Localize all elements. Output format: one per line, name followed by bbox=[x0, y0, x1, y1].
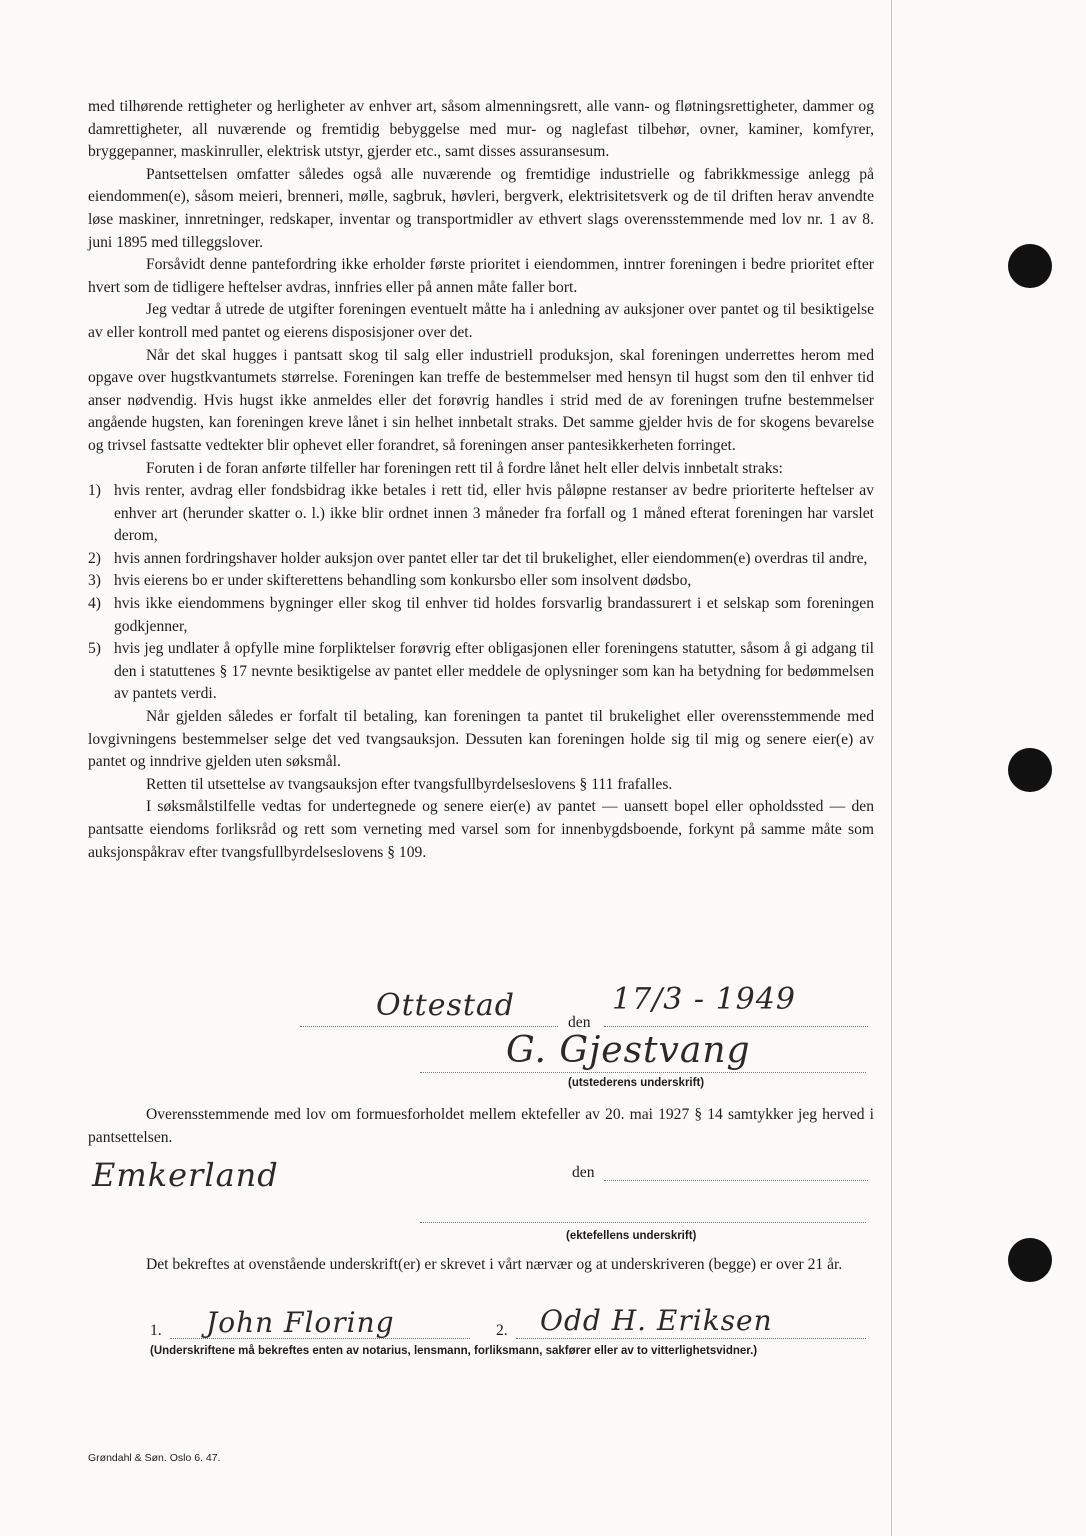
list-number: 2) bbox=[88, 549, 101, 567]
witness-number: 2. bbox=[496, 1322, 508, 1339]
witness-text: Det bekreftes at ovenstående underskrift(er) er skrevet i vårt nærvær og at underskriveren (begge) er over 21 år. bbox=[146, 1256, 843, 1273]
dotted-line bbox=[300, 1026, 558, 1027]
paragraph: Retten til utsettelse av tvangsauksjon efter tvangsfullbyrdelseslovens § 111 frafalles. bbox=[146, 775, 673, 793]
dotted-line bbox=[420, 1222, 866, 1223]
list-number: 5) bbox=[88, 640, 101, 658]
list-text: hvis jeg undlater å opfylle mine forpliktelser forøvrig efter obligasjonen eller foreningens statutter, såsom å gi adgang til den i statuttenes § 17 nevnte besiktigelse av pantet eller meddele de oplysninger som kan ha betydning for bedømmelsen av pantets verdi. bbox=[114, 640, 874, 703]
witness-note: (Underskriftene må bekreftes enten av notarius, lensmann, forliksmann, sakfører eller av to vitterlighetsvidner.) bbox=[150, 1345, 758, 1357]
paragraph: Når gjelden således er forfalt til betaling, kan foreningen ta pantet til brukelighet eller overensstemmende med lovgivningens bestemmelser selge det ved tvangsauksjon. Dessuten kan foreningen holde sig til mig og senere eier(e) av pantet og inndrive gjelden uten søksmål. bbox=[88, 708, 874, 771]
paragraph: Pantsettelsen omfatter således også alle nuværende og fremtidige industrielle og fabrikkmessige anlegg på eiendommen(e), såsom meieri, brenneri, mølle, sagbruk, høvleri, bergverk, elektrisitetsverk og de til driften herav anvendte løse maskiner, innretninger, redskaper, inventar og transportmidler av ethvert slags overensstemmende med lov nr. 1 av 8. juni 1895 med tilleggslover. bbox=[88, 165, 874, 251]
handwritten-signature: G. Gjestvang bbox=[506, 1030, 751, 1071]
list-item bbox=[88, 548, 874, 571]
list-text: hvis renter, avdrag eller fondsbidrag ikke betales i rett tid, eller hvis påløpne restanser av bedre prioriterte heftelser av enhver art (herunder skatter o. l.) ikke blir ordnet innen 3 måneder fra forfall og 1 måned efterat foreningen har varslet derom, bbox=[114, 482, 874, 545]
binder-hole bbox=[1008, 748, 1052, 792]
list-number: 3) bbox=[88, 572, 101, 590]
list-text: hvis annen fordringshaver holder auksjon over pantet eller tar det til brukelighet, eller eiendommen(e) overdras til andre, bbox=[114, 549, 868, 567]
binder-hole bbox=[1008, 1238, 1052, 1282]
witness-signature: Odd H. Eriksen bbox=[540, 1304, 773, 1337]
printer-imprint: Grøndahl & Søn. Oslo 6. 47. bbox=[88, 1452, 221, 1464]
list-item bbox=[88, 570, 874, 593]
list-item bbox=[88, 638, 874, 706]
signature-caption: (ektefellens underskrift) bbox=[566, 1230, 697, 1242]
den-label: den bbox=[572, 1164, 595, 1181]
signature-caption: (utstederens underskrift) bbox=[568, 1077, 705, 1089]
paragraph: Når det skal hugges i pantsatt skog til salg eller industriell produksjon, skal foreningen underrettes herom med opgave over hugstkvantumets størrelse. Foreningen kan treffe de bestemmelser med hensyn til hugst som den til enhver tid anser nødvendig. Hvis hugst ikke anmeldes eller det forøvrig handles i strid med de av foreningen trufne bestemmelser angående hugsten, kan foreningen kreve lånet i sin helhet innbetalt straks. Det samme gjelder hvis de for skogens bevarelse og trivsel fastsatte vedtekter blir ophevet eller forandret, så foreningen anser pantesikkerheten forringet. bbox=[88, 346, 874, 454]
dotted-line bbox=[604, 1180, 868, 1181]
list-number: 4) bbox=[88, 595, 101, 613]
dotted-line bbox=[516, 1338, 866, 1339]
dotted-line bbox=[170, 1338, 470, 1339]
list-item bbox=[88, 593, 874, 638]
document-body bbox=[88, 96, 874, 864]
list-text: hvis ikke eiendommens bygninger eller skog til enhver tid holdes forsvarlig brandassurert i et selskap som foreningen godkjenner, bbox=[114, 595, 874, 635]
list-text: hvis eierens bo er under skifterettens behandling som konkursbo eller som insolvent dødsbo, bbox=[114, 572, 692, 590]
list-item bbox=[88, 480, 874, 548]
condition-list bbox=[88, 480, 874, 706]
handwritten-place: Ottestad bbox=[376, 988, 516, 1023]
dotted-line bbox=[420, 1072, 866, 1073]
consent-text: Overensstemmende med lov om formuesforholdet mellem ektefeller av 20. mai 1927 § 14 samtykker jeg herved i pantsettelsen. bbox=[88, 1106, 874, 1146]
handwritten-signature: Emkerland bbox=[92, 1156, 279, 1194]
paragraph: I søksmålstilfelle vedtas for undertegnede og senere eier(e) av pantet — uansett bopel eller opholdssted — den pantsatte eiendoms forliksråd og rett som verneting med varsel som for innenbygdsboende, forkynt på samme måte som auksjonspåkrav efter tvangsfullbyrdelseslovens § 109. bbox=[88, 798, 874, 861]
witness-number: 1. bbox=[150, 1322, 162, 1339]
witness-signature: John Floring bbox=[206, 1306, 395, 1339]
binder-hole bbox=[1008, 244, 1052, 288]
list-number: 1) bbox=[88, 482, 101, 500]
margin-line bbox=[891, 0, 892, 1536]
paragraph: Foruten i de foran anførte tilfeller har foreningen rett til å fordre lånet helt eller delvis innbetalt straks: bbox=[146, 459, 783, 477]
dotted-line bbox=[604, 1026, 868, 1027]
paragraph: med tilhørende rettigheter og herligheter av enhver art, såsom almenningsrett, alle vann- og fløtningsrettigheter, dammer og damrettigheter, all nuværende og fremtidig bebyggelse med mur- og naglefast tilbehør, ovner, kaminer, komfyrer, bryggepanner, maskinruller, elektrisk utstyr, gjerder etc., samt disses assuransesum. bbox=[88, 98, 874, 161]
paragraph: Forsåvidt denne pantefordring ikke erholder første prioritet i eiendommen, inntrer foreningen i bedre prioritet efter hvert som de tidligere heftelser avdras, innfries eller på annen måte faller bort. bbox=[88, 256, 874, 296]
den-label: den bbox=[568, 1014, 591, 1031]
handwritten-date: 17/3 - 1949 bbox=[612, 982, 796, 1017]
paragraph: Jeg vedtar å utrede de utgifter foreningen eventuelt måtte ha i anledning av auksjoner over pantet og til besiktigelse av eller kontroll med pantet og eierens disposisjoner over det. bbox=[88, 301, 874, 341]
